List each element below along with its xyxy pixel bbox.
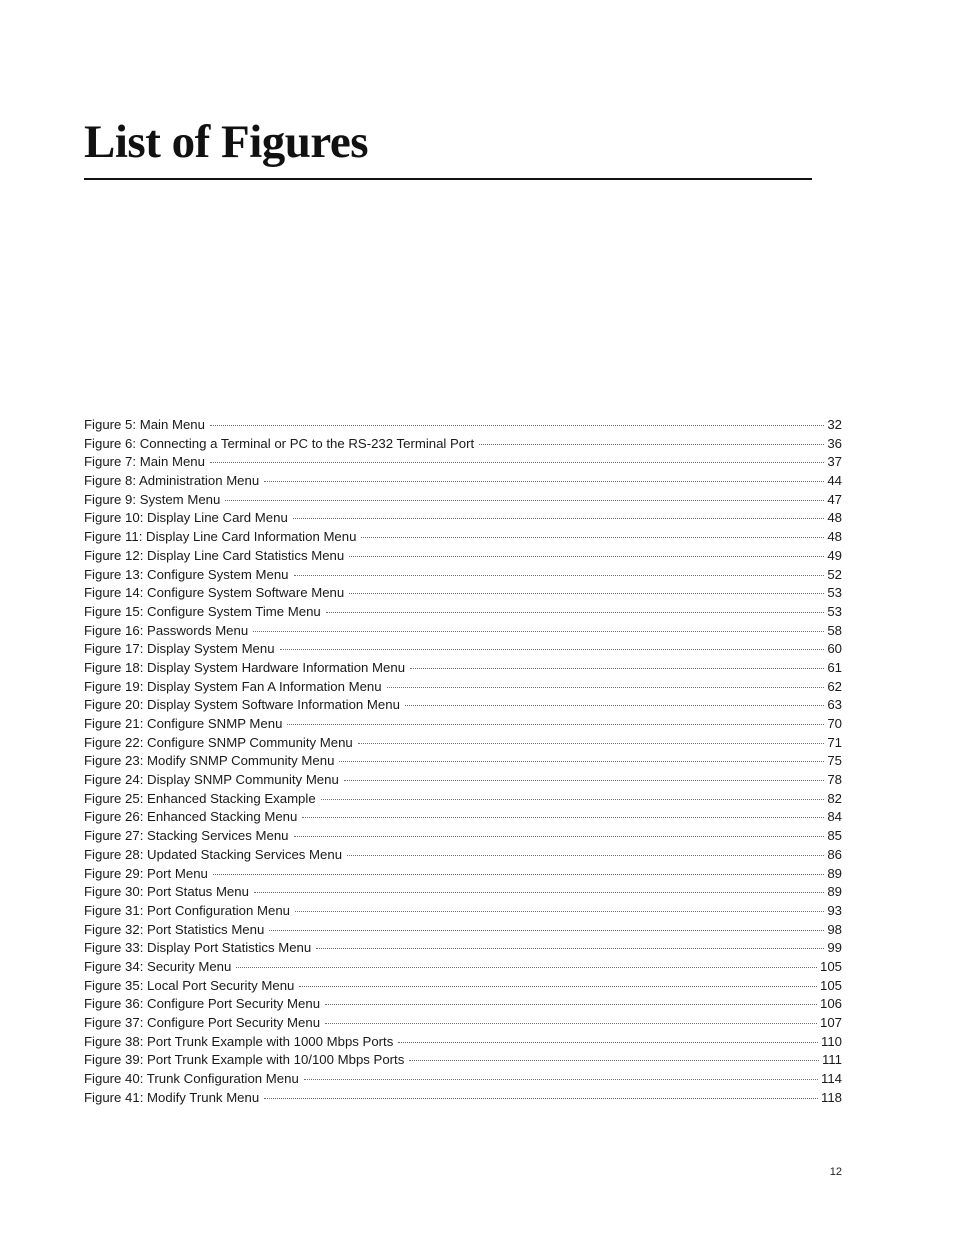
- figure-entry[interactable]: [84, 659, 842, 678]
- figure-entry-page: 44: [827, 473, 842, 489]
- figure-entry-page: 98: [827, 921, 842, 937]
- dot-leader: [213, 874, 824, 875]
- figure-entry[interactable]: [84, 416, 842, 435]
- dot-leader: [295, 911, 824, 912]
- dot-leader: [304, 1079, 818, 1080]
- figure-entry-page: 99: [827, 940, 842, 956]
- figure-entry-label: Figure 8: Administration Menu: [84, 473, 260, 489]
- figure-entry[interactable]: [84, 696, 842, 715]
- dot-leader: [326, 612, 825, 613]
- figure-entry-page: 47: [827, 491, 842, 507]
- figure-entry[interactable]: [84, 678, 842, 697]
- figure-entry[interactable]: [84, 921, 842, 940]
- figure-entry-label: Figure 27: Stacking Services Menu: [84, 828, 289, 844]
- dot-leader: [409, 1060, 819, 1061]
- figure-entry-page: 58: [827, 622, 842, 638]
- figure-entry-page: 48: [827, 510, 842, 526]
- figure-entry[interactable]: [84, 566, 842, 585]
- figure-entry[interactable]: [84, 1070, 842, 1089]
- figure-entry-label: Figure 40: Trunk Configuration Menu: [84, 1071, 299, 1087]
- dot-leader: [294, 575, 825, 576]
- figure-entry-page: 114: [820, 1071, 842, 1087]
- figure-entry[interactable]: [84, 435, 842, 454]
- figure-entry-label: Figure 20: Display System Software Information Menu: [84, 697, 400, 713]
- figure-entry-label: Figure 23: Modify SNMP Community Menu: [84, 753, 335, 769]
- dot-leader: [253, 631, 824, 632]
- title-rule: [84, 178, 812, 180]
- figure-entry-label: Figure 12: Display Line Card Statistics Menu: [84, 547, 345, 563]
- figure-entry-page: 60: [827, 641, 842, 657]
- figure-entry-page: 70: [827, 716, 842, 731]
- dot-leader: [293, 518, 825, 519]
- dot-leader: [316, 948, 824, 949]
- figure-entry[interactable]: [84, 1033, 842, 1052]
- figure-entry[interactable]: [84, 640, 842, 659]
- figure-entry-page: 84: [827, 809, 842, 825]
- dot-leader: [299, 986, 817, 987]
- figure-entry-page: 89: [827, 865, 842, 881]
- figure-entry[interactable]: [84, 622, 842, 641]
- dot-leader: [210, 425, 824, 426]
- figure-entry-page: 53: [827, 585, 842, 601]
- figure-entry-page: 105: [819, 977, 842, 993]
- figure-entry-label: Figure 9: System Menu: [84, 491, 221, 507]
- figure-entry-page: 32: [827, 417, 842, 432]
- figure-entry[interactable]: [84, 902, 842, 921]
- figure-entry-label: Figure 29: Port Menu: [84, 865, 208, 881]
- figure-entry-label: Figure 31: Port Configuration Menu: [84, 902, 290, 918]
- figure-entry[interactable]: [84, 528, 842, 547]
- figure-list: [84, 416, 842, 1107]
- page-title: List of Figures: [84, 116, 369, 168]
- figure-entry-page: 106: [819, 996, 842, 1012]
- dot-leader: [361, 537, 824, 538]
- dot-leader: [410, 668, 824, 669]
- dot-leader: [405, 705, 824, 706]
- dot-leader: [236, 967, 817, 968]
- dot-leader: [264, 481, 824, 482]
- figure-entry-label: Figure 17: Display System Menu: [84, 641, 275, 657]
- figure-entry[interactable]: [84, 1051, 842, 1070]
- figure-entry-label: Figure 32: Port Statistics Menu: [84, 921, 265, 937]
- figure-entry[interactable]: [84, 547, 842, 566]
- figure-entry-page: 36: [827, 435, 842, 451]
- figure-entry[interactable]: [84, 734, 842, 753]
- figure-entry-label: Figure 38: Port Trunk Example with 1000 Mbps Ports: [84, 1033, 394, 1049]
- figure-entry-page: 107: [819, 1015, 842, 1030]
- figure-entry-label: Figure 18: Display System Hardware Information Menu: [84, 659, 406, 675]
- figure-entry-page: 82: [827, 790, 842, 806]
- dot-leader: [325, 1004, 817, 1005]
- figure-entry-label: Figure 24: Display SNMP Community Menu: [84, 772, 339, 788]
- figure-entry[interactable]: [84, 1014, 842, 1033]
- figure-entry[interactable]: [84, 603, 842, 622]
- figure-entry-page: 53: [827, 603, 842, 619]
- figure-entry-label: Figure 11: Display Line Card Information Menu: [84, 529, 357, 545]
- figure-entry-label: Figure 36: Configure Port Security Menu: [84, 996, 321, 1012]
- figure-entry-page: 49: [827, 547, 842, 563]
- figure-entry[interactable]: [84, 509, 842, 528]
- figure-entry-label: Figure 10: Display Line Card Menu: [84, 510, 288, 526]
- figure-entry[interactable]: [84, 472, 842, 491]
- figure-entry-page: 75: [827, 753, 842, 769]
- figure-entry-page: 62: [827, 678, 842, 694]
- figure-entry-label: Figure 19: Display System Fan A Information Menu: [84, 678, 382, 694]
- dot-leader: [225, 500, 824, 501]
- figure-entry-label: Figure 33: Display Port Statistics Menu: [84, 940, 312, 956]
- figure-entry[interactable]: [84, 958, 842, 977]
- figure-entry[interactable]: [84, 491, 842, 510]
- figure-entry-label: Figure 35: Local Port Security Menu: [84, 977, 295, 993]
- figure-entry-label: Figure 13: Configure System Menu: [84, 566, 289, 582]
- dot-leader: [325, 1023, 817, 1024]
- figure-entry-label: Figure 41: Modify Trunk Menu: [84, 1089, 260, 1105]
- figure-entry-page: 85: [827, 828, 842, 844]
- dot-leader: [269, 930, 824, 931]
- figure-entry-page: 110: [820, 1033, 842, 1049]
- figure-entry[interactable]: [84, 1089, 842, 1108]
- page-number: 12: [829, 1166, 842, 1178]
- figure-entry-label: Figure 15: Configure System Time Menu: [84, 603, 321, 619]
- dot-leader: [349, 556, 824, 557]
- figure-entry-label: Figure 5: Main Menu: [84, 417, 205, 432]
- dot-leader: [302, 817, 824, 818]
- dot-leader: [321, 799, 825, 800]
- figure-entry[interactable]: [84, 752, 842, 771]
- figure-entry-label: Figure 16: Passwords Menu: [84, 622, 249, 638]
- figure-entry-page: 86: [827, 846, 842, 862]
- figure-entry[interactable]: [84, 453, 842, 472]
- figure-entry-page: 52: [827, 566, 842, 582]
- figure-entry-label: Figure 39: Port Trunk Example with 10/100 Mbps Ports: [84, 1052, 405, 1068]
- figure-entry-label: Figure 26: Enhanced Stacking Menu: [84, 809, 298, 825]
- dot-leader: [264, 1098, 818, 1099]
- dot-leader: [287, 724, 824, 725]
- figure-entry-label: Figure 28: Updated Stacking Services Menu: [84, 846, 343, 862]
- figure-entry-page: 93: [827, 902, 842, 918]
- figure-entry-label: Figure 37: Configure Port Security Menu: [84, 1015, 321, 1030]
- figure-entry-page: 37: [827, 454, 842, 470]
- figure-entry[interactable]: [84, 995, 842, 1014]
- figure-entry[interactable]: [84, 883, 842, 902]
- figure-entry-label: Figure 6: Connecting a Terminal or PC to the RS-232 Terminal Port: [84, 435, 475, 451]
- figure-entry-label: Figure 7: Main Menu: [84, 454, 205, 470]
- figure-entry-page: 61: [827, 659, 842, 675]
- figure-entry-page: 63: [827, 697, 842, 713]
- dot-leader: [387, 687, 825, 688]
- figure-entry[interactable]: [84, 771, 842, 790]
- figure-entry[interactable]: [84, 865, 842, 884]
- figure-entry-page: 118: [820, 1089, 842, 1105]
- figure-entry-label: Figure 34: Security Menu: [84, 958, 232, 974]
- figure-entry[interactable]: [84, 715, 842, 734]
- figure-entry-label: Figure 14: Configure System Software Menu: [84, 585, 345, 601]
- figure-entry[interactable]: [84, 939, 842, 958]
- dot-leader: [344, 780, 825, 781]
- figure-entry-page: 105: [819, 958, 842, 974]
- dot-leader: [358, 743, 825, 744]
- dot-leader: [347, 855, 824, 856]
- figure-entry-page: 78: [827, 772, 842, 788]
- dot-leader: [280, 649, 825, 650]
- dot-leader: [294, 836, 825, 837]
- figure-entry[interactable]: [84, 808, 842, 827]
- dot-leader: [398, 1042, 818, 1043]
- figure-entry-label: Figure 22: Configure SNMP Community Menu: [84, 734, 353, 750]
- figure-entry-page: 71: [827, 734, 842, 750]
- figure-entry-label: Figure 25: Enhanced Stacking Example: [84, 790, 316, 806]
- figure-entry[interactable]: [84, 827, 842, 846]
- dot-leader: [210, 462, 824, 463]
- figure-entry[interactable]: [84, 790, 842, 809]
- dot-leader: [339, 761, 824, 762]
- figure-entry[interactable]: [84, 846, 842, 865]
- figure-entry-label: Figure 30: Port Status Menu: [84, 884, 249, 900]
- dot-leader: [254, 892, 824, 893]
- figure-entry-page: 89: [827, 884, 842, 900]
- dot-leader: [349, 593, 824, 594]
- figure-entry[interactable]: [84, 977, 842, 996]
- dot-leader: [479, 444, 824, 445]
- figure-entry[interactable]: [84, 584, 842, 603]
- figure-entry-page: 48: [827, 529, 842, 545]
- figure-entry-label: Figure 21: Configure SNMP Menu: [84, 716, 283, 731]
- figure-entry-page: 111: [821, 1052, 842, 1068]
